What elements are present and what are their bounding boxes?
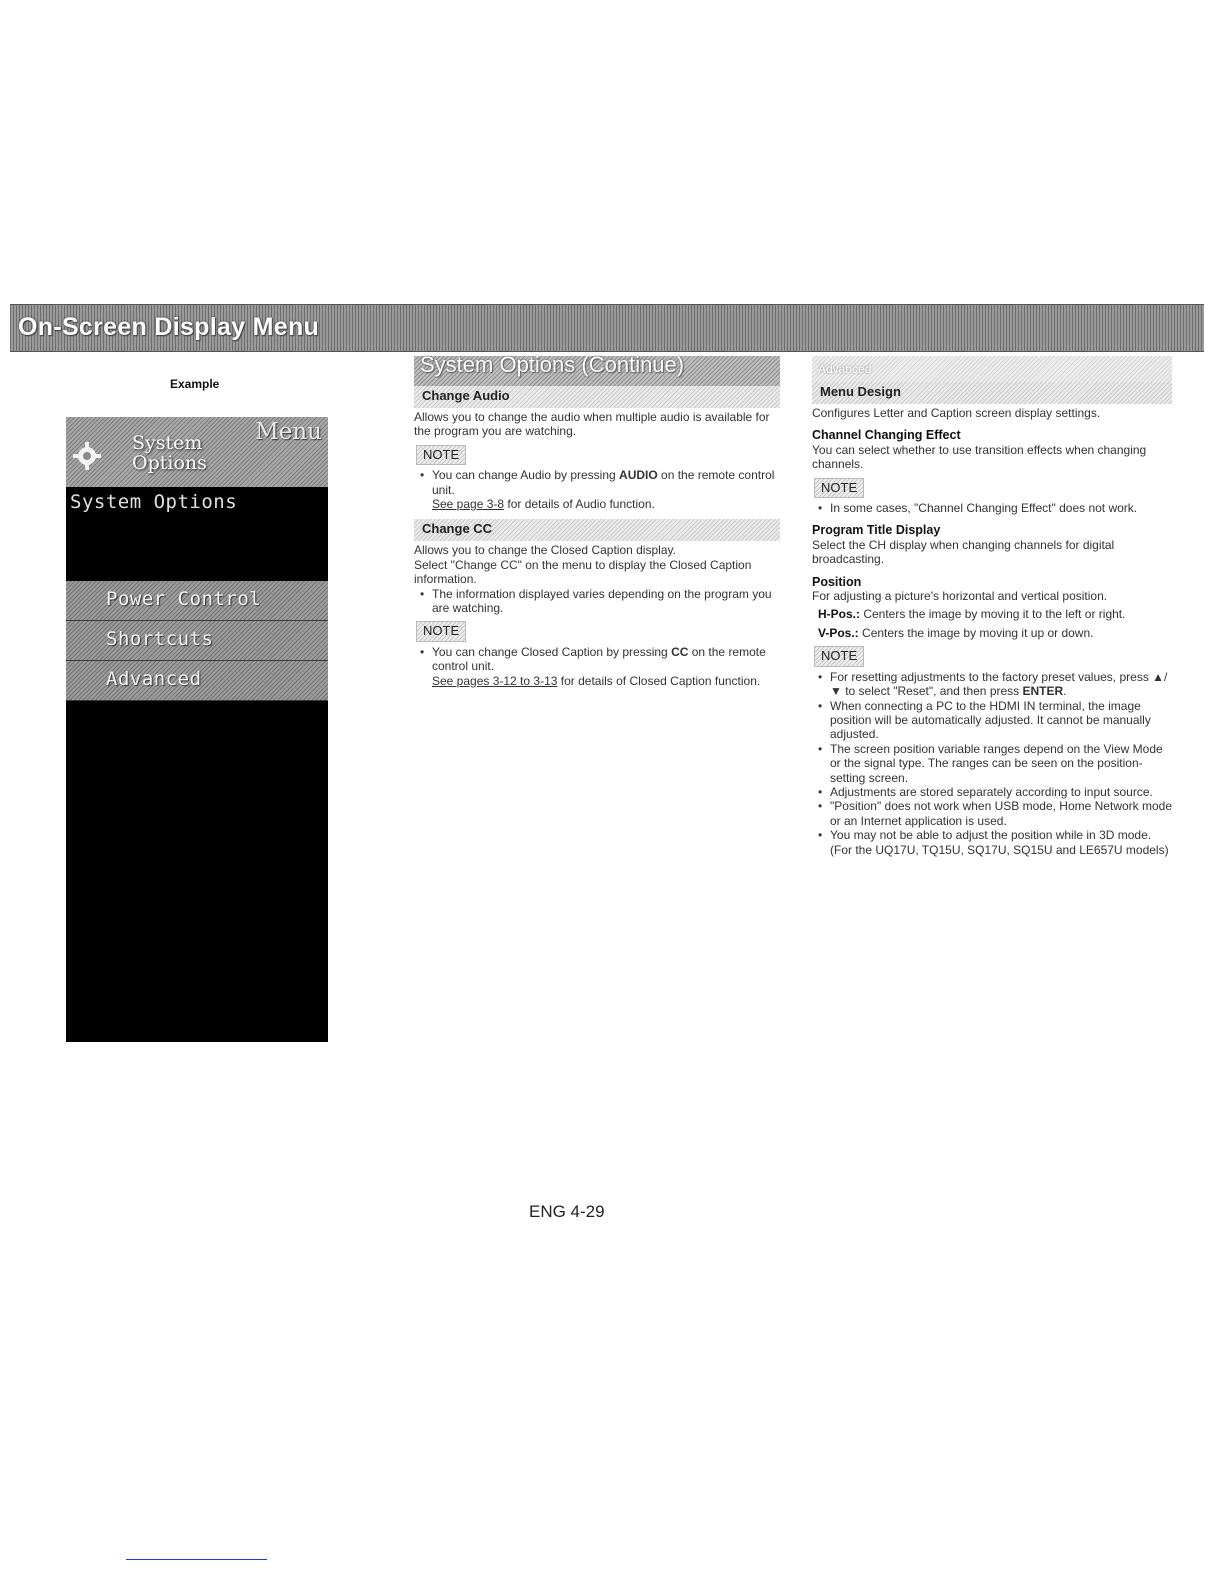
change-audio-ref [414,497,780,511]
change-cc-desc2: Select "Change CC" on the menu to display the Closed Caption information. [414,557,752,587]
example-label: Example [170,377,220,391]
hpos-text: Centers the image by moving it to the left or right. [860,607,1126,622]
section-banner [10,304,1204,352]
channel-effect-note: • In some cases, "Channel Changing Effect" does not work. [812,501,1172,515]
note-text: . [1063,684,1067,699]
advanced-banner [812,356,1172,382]
change-cc-ref [414,674,780,688]
note-text: You can change Closed Caption by pressing [432,644,672,659]
tv-menu-subtitle: System Options [70,491,238,513]
change-audio-title: Change Audio [422,388,510,403]
position-desc: For adjusting a picture's horizontal and vertical position. [812,589,1108,604]
change-cc-bullet: • The information displayed varies depending on the program you are watching. [414,587,780,616]
advanced-banner-title: Advanced [818,362,872,376]
ref-text: for details of Audio function. [504,497,655,512]
program-title-desc: Select the CH display when changing channels for digital broadcasting. [812,537,1115,567]
tv-menu-item-label: Advanced [106,668,202,690]
vpos-label: V-Pos.: [818,625,859,640]
tv-menu-header [66,417,328,487]
menu-design-title: Menu Design [820,384,901,399]
menu-design-heading [812,382,1172,404]
vpos-row [812,626,1172,640]
note-text: on the remote control unit. [432,644,766,674]
channel-effect-desc: You can select whether to use transition effects when changing channels. [812,442,1147,472]
tv-header-line1: System [132,432,203,454]
tv-menu-item-label: Power Control [106,588,262,610]
note-label: NOTE [416,445,466,465]
program-title-title: Program Title Display [812,523,941,538]
position-note-4: • Adjustments are stored separately according to input source. [812,785,1172,799]
change-cc-title: Change CC [422,521,493,537]
change-audio-heading [414,386,780,408]
ref-text: for details of Closed Caption function. [557,673,761,688]
system-options-banner-title: System Options (Continue) [420,352,685,377]
system-options-banner [414,352,780,386]
note-label: NOTE [814,646,864,666]
tv-header-line2: Options [132,452,207,474]
page-number: ENG 4-29 [529,1202,605,1221]
tv-menu-item-advanced[interactable] [66,661,328,701]
tv-menu-item-shortcuts[interactable] [66,621,328,661]
hpos-label: H-Pos.: [818,607,860,622]
hpos-row [812,607,1172,621]
channel-effect-title: Channel Changing Effect [812,428,961,443]
note-key: AUDIO [619,468,658,483]
right-column [812,356,1172,857]
position-note-3: • The screen position variable ranges depend on the View Mode or the signal type. The ranges can be seen on the position-setting screen. [812,742,1172,785]
note-text: You can change Audio by pressing [432,468,620,483]
vpos-text: Centers the image by moving it up or down. [858,625,1094,640]
tv-menu-example [66,417,328,1042]
page-link[interactable]: See pages 3-12 to 3-13 [432,673,558,688]
change-audio-desc: Allows you to change the audio when multiple audio is available for the program you are watching. [414,410,770,439]
gear-icon [72,441,102,471]
note-key: ENTER [1022,684,1064,699]
section-title: On-Screen Display Menu [18,313,320,341]
position-note-2: • When connecting a PC to the HDMI IN terminal, the image position will be automatically adjusted. It cannot be manually adjusted. [812,699,1172,742]
note-text: For resetting adjustments to the factory preset values, press ▲/▼ to select "Reset", and then press [830,669,1168,699]
change-cc-desc1: Allows you to change the Closed Caption display. [414,543,676,558]
tv-menu-item-label: Shortcuts [106,628,214,650]
menu-design-desc: Configures Letter and Caption screen display settings. [812,406,1101,420]
middle-column [414,352,780,688]
footer-rule [126,1559,267,1560]
change-cc-heading [414,519,780,541]
note-key: CC [671,644,689,659]
change-audio-note [414,468,780,497]
tv-header-title [132,433,207,473]
position-note-6: • You may not be able to adjust the position while in 3D mode. (For the UQ17U, TQ15U, SQ17U, SQ15U and LE657U models) [812,828,1172,857]
note-label: NOTE [416,621,466,641]
position-title: Position [812,574,862,589]
position-note-1 [812,670,1172,699]
position-note-5: • "Position" does not work when USB mode, Home Network mode or an Internet application is used. [812,799,1172,828]
tv-menu-item-power-control[interactable] [66,581,328,621]
change-cc-note [414,645,780,674]
note-label: NOTE [814,478,864,498]
note-text: on the remote control unit. [432,468,775,497]
tv-menu-word: Menu [255,419,322,445]
page-link[interactable]: See page 3-8 [432,497,505,512]
